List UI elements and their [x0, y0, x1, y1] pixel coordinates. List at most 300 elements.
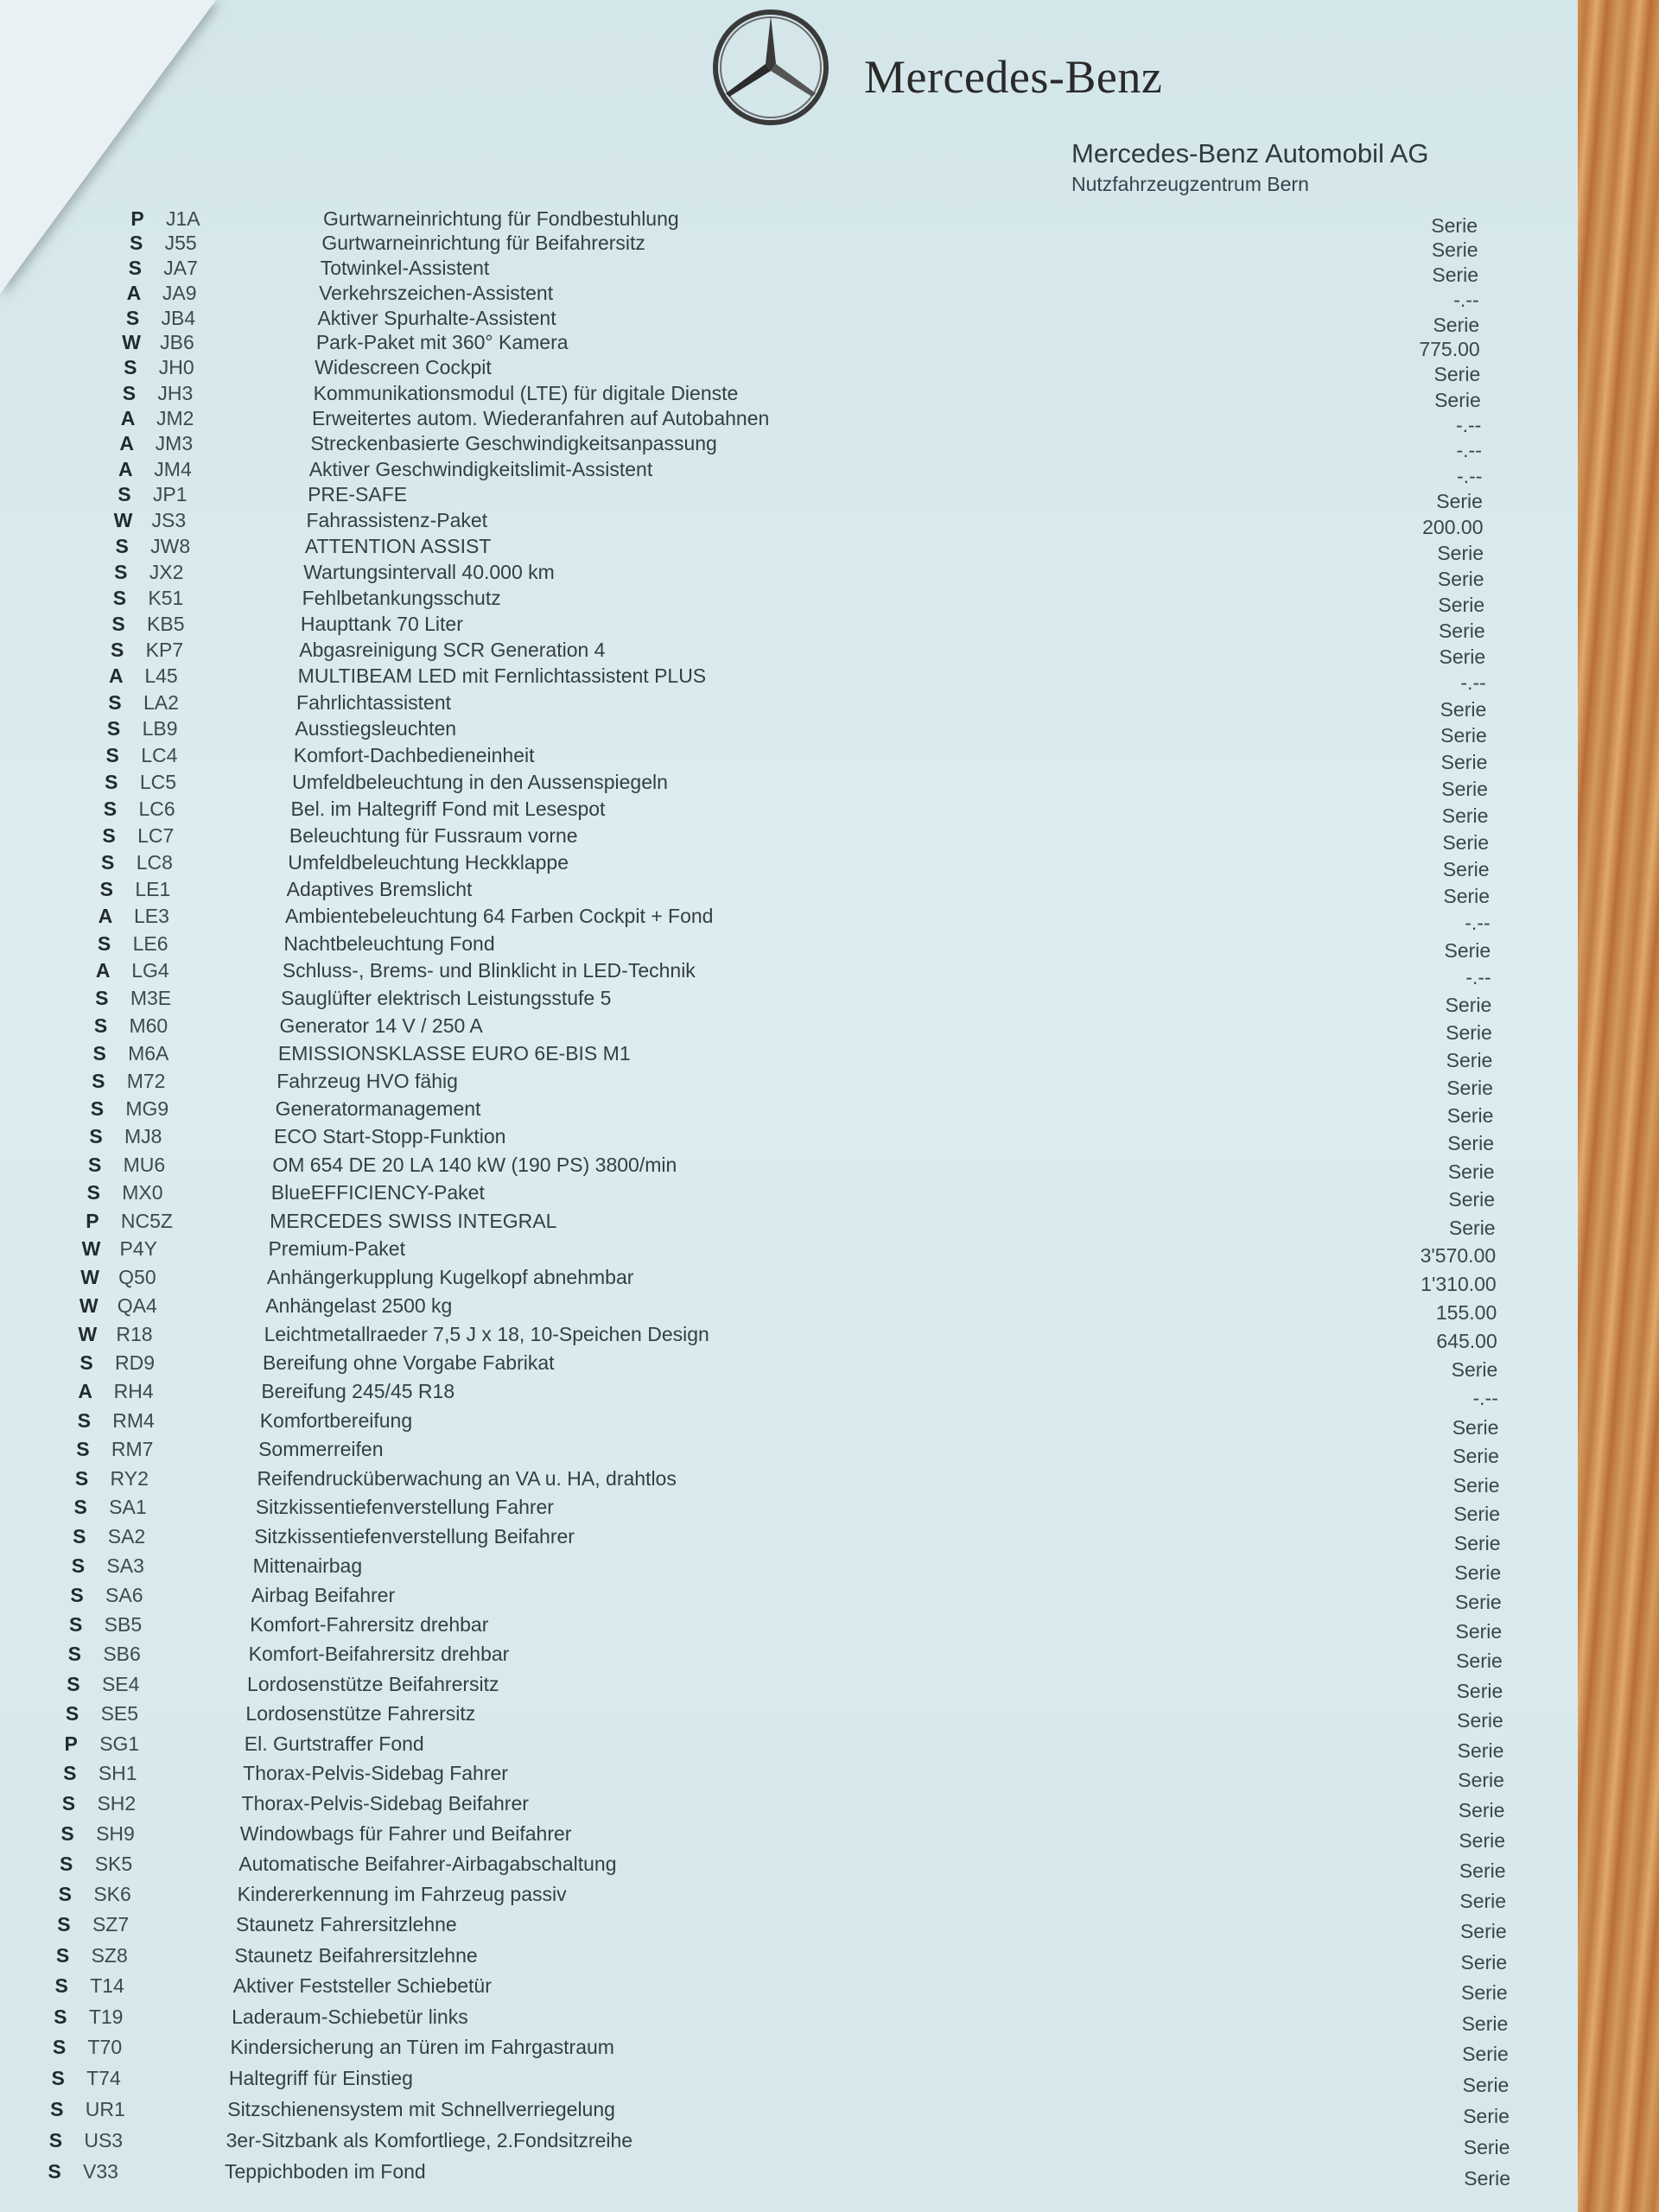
option-price: Serie [1448, 1216, 1496, 1239]
option-row [105, 638, 1578, 668]
option-price: Serie [1453, 1503, 1501, 1526]
option-flag: S [115, 534, 129, 557]
option-price: Serie [1446, 1076, 1493, 1099]
option-row [55, 1792, 1578, 1822]
option-code: JW8 [150, 534, 191, 557]
option-row [79, 1209, 1578, 1239]
option-code: LC4 [141, 744, 178, 767]
option-description: Park-Paket mit 360° Kamera [315, 331, 569, 354]
option-row [84, 1096, 1578, 1127]
option-code: SE5 [100, 1702, 139, 1726]
option-row [124, 207, 1578, 237]
option-price: Serie [1456, 1679, 1503, 1702]
option-code: SE4 [101, 1672, 140, 1695]
option-code: V33 [83, 2160, 118, 2183]
option-price: Serie [1443, 885, 1491, 908]
option-flag: S [103, 797, 118, 820]
option-code: NC5Z [120, 1209, 173, 1232]
option-row [60, 1672, 1578, 1702]
option-description: PRE-SAFE [308, 483, 408, 506]
option-description: Beleuchtung für Fussraum vorne [289, 823, 578, 847]
option-code: JB4 [161, 306, 196, 329]
option-row [73, 1351, 1578, 1382]
option-description: Generatormanagement [275, 1096, 481, 1120]
option-flag: S [65, 1702, 79, 1726]
option-flag: S [99, 878, 113, 901]
option-row [45, 2067, 1578, 2097]
option-code: T19 [88, 2005, 124, 2028]
option-flag: S [108, 690, 122, 714]
option-description: Sitzkissentiefenverstellung Fahrer [255, 1496, 554, 1519]
option-description: ATTENTION ASSIST [304, 534, 492, 557]
option-price: Serie [1460, 1950, 1508, 1974]
option-code: SG1 [99, 1732, 140, 1755]
option-description: Erweitertes autom. Wiederanfahren auf Autobahnen [311, 406, 770, 429]
option-code: M60 [129, 1014, 168, 1037]
option-code: LC7 [137, 823, 175, 847]
option-description: Widescreen Cockpit [315, 356, 492, 379]
option-code: SH9 [96, 1821, 135, 1845]
option-price: Serie [1437, 541, 1484, 564]
option-price: Serie [1446, 1103, 1494, 1127]
option-price: Serie [1446, 1020, 1492, 1044]
option-row [71, 1408, 1578, 1439]
option-flag: S [92, 1069, 105, 1092]
option-code: T74 [86, 2067, 121, 2090]
option-row [90, 959, 1578, 989]
option-description: Reifendrucküberwachung an VA u. HA, drahtlos [257, 1466, 677, 1490]
option-price: 200.00 [1422, 515, 1484, 538]
option-flag: S [73, 1496, 87, 1519]
option-row [70, 1438, 1578, 1468]
option-description: Adaptives Bremslicht [286, 878, 473, 901]
option-code: MG9 [125, 1096, 169, 1120]
option-price: Serie [1438, 593, 1485, 616]
option-description: Generator 14 V / 250 A [279, 1014, 483, 1037]
option-description: Kommunikationsmodul (LTE) für digitale Dienste [313, 381, 739, 404]
option-flag: S [74, 1466, 89, 1490]
option-flag: S [122, 381, 137, 404]
option-price: Serie [1462, 2074, 1510, 2097]
option-description: Komfort-Dachbedieneinheit [293, 744, 535, 767]
option-description: ECO Start-Stopp-Funktion [274, 1125, 506, 1148]
option-flag: S [125, 306, 140, 329]
option-code: Q50 [118, 1266, 156, 1288]
option-description: Komfort-Fahrersitz drehbar [250, 1613, 489, 1637]
option-code: RM4 [112, 1408, 155, 1432]
option-flag: P [64, 1732, 78, 1755]
option-description: Fahrlichtassistent [296, 690, 452, 714]
option-code: SA6 [105, 1583, 143, 1606]
option-flag: S [60, 1852, 73, 1875]
option-code: KB5 [147, 612, 185, 635]
option-row [118, 356, 1578, 386]
option-code: JM2 [156, 406, 194, 429]
option-price: -.-- [1455, 413, 1482, 436]
option-price: Serie [1453, 1532, 1501, 1555]
option-code: LA2 [143, 690, 179, 714]
option-row [67, 1496, 1578, 1526]
option-description: MERCEDES SWISS INTEGRAL [270, 1209, 557, 1232]
option-flag: S [97, 931, 111, 955]
option-row [121, 281, 1578, 311]
option-price: 645.00 [1436, 1329, 1497, 1352]
option-price: Serie [1442, 857, 1490, 880]
option-code: QA4 [117, 1294, 157, 1317]
option-flag: A [95, 959, 111, 982]
option-price: Serie [1456, 1649, 1503, 1673]
option-price: Serie [1451, 1358, 1498, 1382]
option-description: Thorax-Pelvis-Sidebag Fahrer [243, 1762, 508, 1785]
option-code: LC8 [136, 850, 173, 874]
option-row [46, 2036, 1578, 2066]
option-code: MX0 [122, 1180, 163, 1204]
option-flag: A [109, 664, 124, 688]
option-description: Abgasreinigung SCR Generation 4 [299, 638, 606, 661]
option-row [108, 560, 1578, 590]
option-code: SB6 [103, 1643, 141, 1666]
option-code: UR1 [85, 2097, 125, 2120]
option-flag: S [102, 823, 116, 847]
option-code: MJ8 [124, 1125, 162, 1148]
option-flag: A [119, 432, 134, 455]
option-row [93, 878, 1578, 908]
option-code: JX2 [149, 560, 184, 583]
option-row [74, 1322, 1578, 1352]
option-description: Sauglüfter elektrisch Leistungsstufe 5 [281, 987, 612, 1010]
option-row [44, 2097, 1578, 2127]
option-description: EMISSIONSKLASSE EURO 6E-BIS M1 [277, 1041, 631, 1065]
option-flag: S [112, 586, 127, 609]
option-flag: S [52, 2036, 67, 2059]
option-code: JM4 [154, 457, 192, 480]
option-flag: S [95, 987, 109, 1010]
option-flag: W [78, 1322, 98, 1345]
option-description: Gurtwarneinrichtung für Beifahrersitz [321, 232, 645, 255]
option-row [99, 770, 1578, 800]
option-price: Serie [1440, 751, 1488, 774]
option-flag: S [71, 1554, 86, 1577]
option-description: Schluss-, Brems- und Blinklicht in LED-Technik [282, 959, 696, 982]
option-code: M72 [126, 1069, 166, 1092]
option-flag: A [120, 406, 136, 429]
option-price: Serie [1433, 313, 1480, 336]
option-price: -.-- [1457, 464, 1483, 487]
option-code: RY2 [110, 1466, 149, 1490]
option-row [80, 1180, 1578, 1211]
option-price: Serie [1454, 1590, 1502, 1613]
option-price: Serie [1445, 994, 1492, 1017]
option-row [87, 1014, 1578, 1044]
option-flag: S [87, 1153, 102, 1176]
option-price: Serie [1454, 1560, 1502, 1584]
option-row [77, 1266, 1578, 1295]
option-row [86, 1069, 1578, 1099]
option-flag: S [54, 2005, 67, 2028]
option-price: Serie [1459, 1890, 1507, 1913]
option-description: Wartungsintervall 40.000 km [303, 560, 555, 583]
option-row [106, 586, 1578, 616]
option-row [41, 2160, 1578, 2190]
option-description: MULTIBEAM LED mit Fernlichtassistent PLUS [297, 664, 707, 688]
option-price: Serie [1441, 777, 1488, 800]
option-price: Serie [1439, 645, 1486, 668]
option-flag: W [79, 1294, 99, 1317]
option-price: -.-- [1460, 671, 1486, 695]
option-price: Serie [1459, 1859, 1506, 1882]
option-row [51, 1913, 1578, 1943]
option-description: Thorax-Pelvis-Sidebag Beifahrer [241, 1792, 529, 1815]
option-code: RM7 [111, 1438, 154, 1461]
option-code: T14 [90, 1974, 124, 1998]
option-description: Windowbags für Fahrer und Beifahrer [239, 1821, 572, 1845]
option-code: JB6 [160, 331, 194, 354]
option-description: Fahrassistenz-Paket [306, 508, 488, 531]
option-price: Serie [1447, 1160, 1495, 1183]
option-row [54, 1852, 1578, 1882]
option-price: Serie [1461, 2012, 1509, 2035]
option-row [60, 1702, 1578, 1732]
option-price: Serie [1446, 1048, 1493, 1071]
option-code: K51 [148, 586, 184, 609]
option-flag: S [70, 1583, 84, 1606]
option-code: LB9 [142, 717, 178, 741]
option-flag: S [48, 2160, 61, 2183]
option-flag: P [86, 1209, 99, 1232]
option-description: Fehlbetankungsschutz [302, 586, 501, 609]
option-price: Serie [1440, 697, 1487, 721]
option-price: -.-- [1465, 912, 1491, 935]
option-price: Serie [1441, 804, 1489, 827]
option-description: Komfort-Beifahrersitz drehbar [248, 1643, 510, 1666]
option-row [83, 1125, 1578, 1155]
option-description: Haupttank 70 Liter [300, 612, 463, 635]
option-price: Serie [1459, 1920, 1507, 1943]
option-description: Fahrzeug HVO fähig [276, 1069, 458, 1092]
option-row [48, 1974, 1578, 2005]
option-code: P4Y [119, 1237, 157, 1261]
option-price: Serie [1457, 1709, 1503, 1732]
option-description: Teppichboden im Fond [225, 2160, 426, 2183]
option-flag: A [118, 457, 133, 480]
option-flag: S [63, 1762, 77, 1785]
option-code: LG4 [131, 959, 169, 982]
option-row [89, 987, 1578, 1017]
option-row [120, 306, 1578, 336]
option-price: Serie [1436, 490, 1483, 513]
wooden-table-background [1564, 0, 1659, 2212]
option-row [76, 1294, 1578, 1324]
option-price: Serie [1463, 2135, 1510, 2158]
option-description: Staunetz Fahrersitzlehne [236, 1913, 457, 1936]
option-flag: S [51, 2067, 65, 2090]
option-flag: S [101, 850, 115, 874]
brand-name: Mercedes-Benz [864, 51, 1163, 103]
option-row [48, 2005, 1578, 2035]
option-description: Streckenbasierte Geschwindigkeitsanpassung [310, 432, 717, 455]
option-code: LC5 [139, 770, 177, 793]
option-row [96, 823, 1578, 854]
option-description: Anhängerkupplung Kugelkopf abnehmbar [266, 1266, 634, 1288]
option-row [95, 850, 1578, 880]
option-price: Serie [1463, 2104, 1510, 2127]
option-flag: S [67, 1672, 80, 1695]
option-description: Leichtmetallraeder 7,5 J x 18, 10-Speichen Design [264, 1322, 709, 1345]
option-description: Sitzkissentiefenverstellung Beifahrer [254, 1525, 575, 1548]
option-description: Ambientebeleuchtung 64 Farben Cockpit + Fond [285, 905, 714, 928]
option-flag: S [90, 1096, 105, 1120]
option-flag: S [128, 257, 142, 280]
option-flag: S [69, 1613, 83, 1637]
option-row [101, 717, 1578, 747]
option-code: MU6 [123, 1153, 166, 1176]
option-description: BlueEFFICIENCY-Paket [270, 1180, 485, 1204]
option-flag: W [80, 1266, 99, 1288]
option-row [57, 1762, 1578, 1792]
option-row [92, 905, 1578, 935]
option-row [52, 1883, 1578, 1913]
option-flag: S [111, 638, 124, 661]
option-row [111, 483, 1578, 513]
option-price: Serie [1437, 567, 1484, 590]
option-flag: S [55, 1943, 70, 1967]
option-code: KP7 [145, 638, 184, 661]
option-description: Kindererkennung im Fahrzeug passiv [237, 1883, 567, 1906]
option-description: Komfortbereifung [259, 1408, 413, 1432]
option-row [92, 931, 1578, 962]
option-code: SZ8 [91, 1943, 128, 1967]
option-price: Serie [1462, 2043, 1509, 2066]
option-flag: S [73, 1525, 86, 1548]
option-flag: W [122, 331, 141, 354]
option-price: Serie [1438, 619, 1485, 642]
option-description: Ausstiegsleuchten [295, 717, 457, 741]
option-code: SH1 [98, 1762, 137, 1785]
option-flag: S [124, 356, 137, 379]
option-price: Serie [1447, 1132, 1494, 1155]
option-price: 775.00 [1419, 338, 1480, 361]
option-price: Serie [1440, 724, 1487, 747]
option-row [118, 331, 1578, 361]
option-description: Automatische Beifahrer-Airbagabschaltung [238, 1852, 617, 1875]
option-description: Staunetz Beifahrersitzlehne [234, 1943, 478, 1967]
option-code: SA1 [109, 1496, 147, 1519]
option-code: SH2 [97, 1792, 137, 1815]
option-code: SK6 [93, 1883, 131, 1906]
option-description: Aktiver Feststeller Schiebetür [232, 1974, 492, 1998]
option-price: 1'310.00 [1421, 1273, 1497, 1295]
option-price: Serie [1455, 1620, 1503, 1643]
option-flag: A [98, 905, 113, 928]
option-price: Serie [1452, 1473, 1500, 1497]
option-flag: S [48, 2128, 63, 2152]
option-row [67, 1525, 1578, 1555]
option-flag: S [105, 744, 119, 767]
option-description: Aktiver Geschwindigkeitslimit-Assistent [308, 457, 653, 480]
option-code: SB5 [104, 1613, 143, 1637]
option-row [111, 508, 1578, 538]
option-row [69, 1466, 1578, 1497]
option-flag: S [60, 1821, 74, 1845]
option-price: Serie [1461, 1981, 1508, 2005]
option-description: Sitzschienensystem mit Schnellverriegelung [227, 2097, 615, 2120]
option-row [124, 232, 1578, 262]
option-description: Nachtbeleuchtung Fond [283, 931, 495, 955]
option-price: Serie [1431, 214, 1478, 237]
option-price: 155.00 [1435, 1300, 1497, 1324]
option-description: OM 654 DE 20 LA 140 kW (190 PS) 3800/min [272, 1153, 677, 1176]
option-code: J1A [166, 207, 200, 230]
option-description: Lordosenstütze Fahrersitz [245, 1702, 476, 1726]
option-flag: S [57, 1913, 71, 1936]
option-code: L45 [144, 664, 178, 688]
option-price: Serie [1433, 363, 1481, 386]
option-code: JS3 [151, 508, 187, 531]
option-description: Sommerreifen [258, 1438, 384, 1461]
option-flag: S [118, 483, 131, 506]
option-price: 3'570.00 [1420, 1244, 1497, 1268]
option-code: R18 [116, 1322, 153, 1345]
option-description: Lordosenstütze Beifahrersitz [247, 1672, 499, 1695]
option-price: -.-- [1472, 1387, 1498, 1410]
option-code: JP1 [152, 483, 188, 506]
option-flag: S [67, 1643, 81, 1666]
option-code: JH3 [157, 381, 194, 404]
option-code: SA2 [107, 1525, 146, 1548]
option-row [86, 1041, 1578, 1071]
option-description: Haltegriff für Einstieg [228, 2067, 413, 2090]
option-row [64, 1583, 1578, 1613]
option-description: Airbag Beifahrer [251, 1583, 396, 1606]
option-code: JA9 [162, 281, 197, 304]
option-price: Serie [1459, 1828, 1506, 1852]
option-code: SK5 [94, 1852, 133, 1875]
option-row [115, 406, 1578, 436]
option-row [109, 534, 1578, 564]
option-code: M6A [128, 1041, 169, 1065]
option-row [97, 797, 1578, 827]
option-price: Serie [1434, 388, 1481, 411]
option-price: Serie [1457, 1738, 1504, 1762]
option-flag: S [89, 1125, 103, 1148]
option-description: Gurtwarneinrichtung für Fondbestuhlung [323, 207, 679, 230]
option-row [42, 2128, 1578, 2158]
option-price: Serie [1458, 1769, 1504, 1792]
option-flag: S [86, 1180, 100, 1204]
option-description: 3er-Sitzbank als Komfortliege, 2.Fondsitzreihe [226, 2128, 633, 2152]
option-description: Aktiver Spurhalte-Assistent [317, 306, 556, 329]
department-name: Nutzfahrzeugzentrum Bern [1071, 173, 1309, 195]
option-row [99, 744, 1578, 774]
option-code: SA3 [106, 1554, 144, 1577]
option-price: Serie [1448, 1187, 1496, 1211]
option-row [65, 1554, 1578, 1584]
option-row [82, 1153, 1578, 1183]
option-flag: P [130, 207, 144, 230]
option-row [122, 257, 1578, 287]
option-flag: S [79, 1351, 93, 1375]
option-flag: A [126, 281, 142, 304]
option-description: El. Gurtstraffer Fond [244, 1732, 424, 1755]
option-code: T70 [87, 2036, 123, 2059]
option-description: Mittenairbag [252, 1554, 363, 1577]
option-price: Serie [1442, 830, 1490, 854]
option-price: Serie [1458, 1799, 1505, 1822]
option-row [79, 1237, 1578, 1268]
option-flag: S [111, 612, 125, 635]
option-code: RH4 [113, 1380, 154, 1403]
option-flag: W [81, 1237, 101, 1261]
